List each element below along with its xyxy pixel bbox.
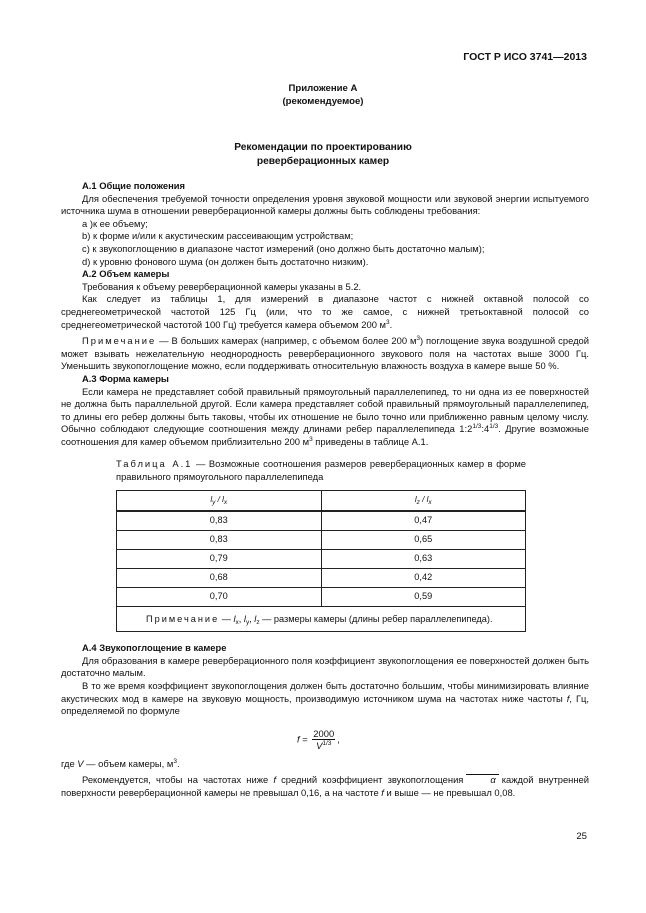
annex-document-title [0,141,646,169]
table-caption: Таблица А.1 — Возможные соотношения размеров реверберационных камер в форме правильного прямоугольного параллелепипеда [116,458,526,483]
frequency-formula: f = $\frac{2000}{V^{1/3}}$ , [297,727,340,751]
section-a2-heading: А.2 Объем камеры [82,268,170,280]
annex-title: Приложение А [288,83,358,94]
section-a4-paragraph-3: Рекомендуется, чтобы на частотах ниже f средний коэффициент звукопоглощения α каждой внутренней поверхности реверберационной камеры не превышал 0,16, а на частоте f и выше — не превышал 0,08. [61,774,589,798]
table-note-row [117,606,526,632]
annex-heading [0,82,646,108]
title-line-2: реверберационных камер [256,156,390,167]
formula-fraction: $\frac{2000}{V^{1/3}}$ [313,727,335,751]
main-content [61,180,589,800]
note-label: Примечание [82,335,157,347]
table-row: 0,83 0,65 [117,530,526,549]
title-line-1: Рекомендации по проектированию [234,142,412,153]
alpha-bar-symbol: α [466,774,498,785]
section-a4-paragraph-2: В то же время коэффициент звукопоглощения должен быть достаточно большим, чтобы минимизировать влияние акустических мод в камере на звуковую мощность, производимую источником шума на частотах ниже частоты f, Гц, определяемой по формуле [61,680,590,717]
section-a4-heading: А.4 Звукопоглощение в камере [82,642,227,654]
section-a2-note: Примечание — В больших камерах (например, с объемом более 200 $м^3$) поглощение звука воздушной средой может взывать нежелательную неоднородность реверберационного звукового поля на частотах выше 3000 Гц. Уменьшить звукопоглощение можно, если поддерживать относительную влажность воздуха в камере выше 50 %. [61,335,589,372]
ratio-table [116,490,526,633]
section-a2-paragraph-2: Как следует из таблицы 1, для измерений в диапазоне частот с нижней октавной полосой со среднегеометрической частотой 125 Гц (или, что то же самое, с нижней третьоктавной полосой со среднегеометрической частотой 100 Гц) требуется камера объемом 200 $м^3$. [61,293,589,330]
table-row: 0,79 0,63 [117,549,526,568]
standard-number-header: ГОСТ Р ИСО 3741—2013 [463,51,587,63]
section-a1-intro: Для обеспечения требуемой точности определения уровня звуковой мощности или звуковой энергии испытуемого источника шума в отношении реверберационной камеры должны быть соблюдены требования: [61,192,589,217]
column-header-ly-lx: $l_y / l_x$ [117,490,322,511]
section-a1-heading: А.1 Общие положения [82,180,185,191]
section-a2-paragraph-1: Требования к объему реверберационной камеры указаны в 5.2. [82,280,362,292]
table-row: 0,70 0,59 [117,587,526,606]
list-item-d: d) к уровню фонового шума (он должен быть достаточно низким). [82,255,369,267]
table-note: Примечание — $l_x$, $l_y$, $l_z$ — размеры камеры (длины ребер параллелепипеда). [117,606,526,632]
table-row: 0,83 0,47 [117,511,526,531]
annex-status: (рекомендуемое) [282,96,364,107]
page-number: 25 [576,831,587,842]
list-item-b: b) к форме и/или к акустическим рассеивающим устройствам; [82,230,354,242]
table-a1 [116,458,526,632]
list-item-a: a )к ее объему; [82,217,148,229]
section-a3-paragraph: Если камера не представляет собой правильный прямоугольный параллелепипед, то ни одна из ее поверхностей не должна быть параллельной другой. Если камера представляет собой правильный прямоугольный параллелепипед, то длины его ребер должны быть таковы, чтобы их отношение не было точно или приближенно равным целому числу. Обычно соблюдают следующие соотношения между длинами ребер параллелепипеда $1:2^{1/3}:4^{1/3}$. Другие возможные соотношения для камер объемом приблизительно 200 $м^3$ приведены в таблице А.1. [61,385,589,447]
section-a4-paragraph-1: Для образования в камере реверберационного поля коэффициент звукопоглощения ее поверхностей должен быть достаточно малым. [61,654,589,679]
table-row: 0,68 0,42 [117,568,526,587]
formula-explanation: где V — объем камеры, $м^3$. [61,757,180,769]
section-a3-heading: А.3 Форма камеры [82,372,169,384]
column-header-lz-lx: $l_z / l_x$ [321,490,526,511]
list-item-c: c) к звукопоглощению в диапазоне частот измерений (оно должно быть достаточно малым); [82,242,485,254]
